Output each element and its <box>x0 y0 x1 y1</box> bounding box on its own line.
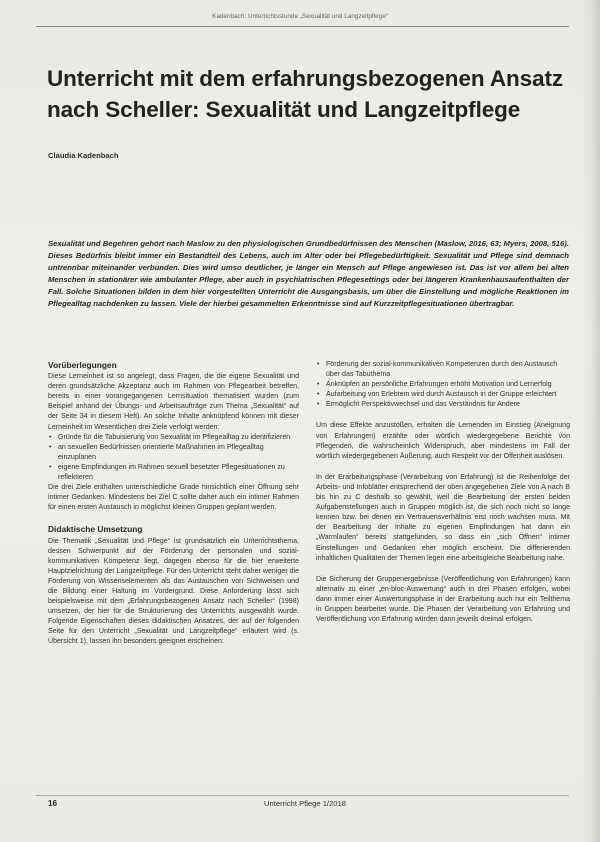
header-rule <box>36 26 569 27</box>
paragraph: Die Thematik „Sexualität und Pflege“ ist grundsätzlich ein Unterrichtsthema, dessen Schwerpunkt auf der Förderung der personalen und sozial-kommunikativen Kompetenz liegt, dagegen ebenso für die hier erweiterte Hauptzielrichtung der Langzeitpflege. Für den Unterricht steht daher weniger die Förderung von Wissenselementen als das Austauschen von Sichtweisen und die Bildung einer Haltung im Vordergrund. Diese Anforderung lässt sich beispielsweise mit dem „Erfahrungsbezogenen Ansatz nach Scheller“ (1998) umsetzen, der hier für die Strukturierung des Unterrichts ausgewählt wurde. Folgende Eigenschaften dieses didaktischen Ansatzes, der auf der folgenden Seite für den Unterricht „Sexualität und Langzeitpflege“ erläutert wird (s. Übersicht 1), lassen ihn besonders geeignet erscheinen: <box>48 537 299 646</box>
list-item: • eigene Empfindungen im Rahmen sexuell besetzter Pflegesituationen zu reflektieren <box>48 463 299 483</box>
paragraph: In der Erarbeitungsphase (Verarbeitung von Erfahrung) ist die Reihenfolge der Arbeits- und Infoblätter entsprechend der oben angegebenen Ziele von A nach B bis hin zu C deshalb so gewählt, weil die Bearbeitung der ersten beiden Aufgabenstellungen auch in Gruppen möglich ist, die sich noch nicht so lange kennen bzw. bei denen ein Vertrauensverhältnis erst noch wachsen muss. Mit der Bearbeitung der Inhalte zu eigenen Empfindungen hat dann ein „Warmlaufen“ bereits stattgefunden, so dass ein „sich Öffnen“ intimer Einstellungen und Gedanken eher möglich erscheint. Die differierenden inhaltlichen Qualitäten der Themen legen eine arbeitsgleiche Bearbeitung nahe. <box>316 473 570 562</box>
paragraph: Die drei Ziele enthalten unterschiedliche Grade hinsichtlich einer Öffnung sehr intimer Gedanken. Mindestens bei Ziel C sollte daher auch ein intimer Rahmen für einen ersten Austausch in möglichst kleinen Gruppen geplant werden. <box>48 484 299 512</box>
heading-didaktische-umsetzung: Didaktische Umsetzung <box>48 524 143 535</box>
list-item: • an sexuellen Bedürfnissen orientierte Maßnahmen im Pflegealltag einzuplanen <box>48 443 299 463</box>
list-item: • Ermöglicht Perspektivwechsel und das Verständnis für Andere <box>316 400 570 410</box>
paragraph: Um diese Effekte anzustoßen, erhalten die Lernenden im Einstieg (Aneignung von Erfahrungen) erzählte oder wörtlich wiedergegebene Berichte von Pflegenden, die wahrscheinlich Widerspruch, aber mindestens im Fall der wörtlich wiedergegebenen Äußerung, auch Respekt vor der Offenheit auslösen. <box>316 422 570 460</box>
page-edge-shadow <box>582 0 600 842</box>
author-name: Claudia Kadenbach <box>48 151 119 160</box>
list-item: • Förderung der sozial-kommunikativen Kompetenzen durch den Austausch über das Tabuthema <box>316 360 570 380</box>
paragraph: Die Sicherung der Gruppenergebnisse (Veröffentlichung von Erfahrungen) kann alternativ zu einer „en-bloc-Auswertung“ auch in drei Phasen erfolgen, wobei dann immer einer Auswertungsphase in der Erarbeitung auch nur ein Teilthema in Gruppen bearbeitet wurde. Die Phasen der Verarbeitung von Erfahrung und Veröffentlichung von Erfahrung würden dann jeweils dreimal erfolgen. <box>316 575 570 624</box>
lead-paragraph: Sexualität und Begehren gehört nach Maslow zu den physiologischen Grundbedürfnissen des Menschen (Maslow, 2016, 63; Myers, 2008, 516). Dieses Bedürfnis bleibt immer ein Bestandteil des Lebens, auch im Alter oder bei Pflegebedürftigkeit. Sexualität und Pflege sind demnach untrennbar miteinander verbunden. Dies wird umso deutlicher, je länger ein Mensch auf Pflege angewiesen ist. Das ist vor allem bei alten Menschen in stationärer wie ambulanter Pflege, aber auch in psychiatrischen Pflegesettings oder bei längeren Krankenhausaufenthalten der Fall. Solche Situationen bilden in dem hier vorgestellten Unterricht die Ausgangsbasis, um über die Einstellung und mögliche Reaktionen im Pflegealltag nachdenken zu lassen. Viele der hierbei gesammelten Erkenntnisse sind auf Kurzzeitpflegesituationen übertragbar. <box>48 239 569 309</box>
paragraph: Diese Lerneinheit ist so angelegt, dass Fragen, die die eigene Sexualität und deren grundsätzliche Akzeptanz auch im Rahmen von Pflegearbeit betreffen, bereits in einer vorangegangenen Lernsituation thematisiert wurden (zum Beispiel anhand der Übungs- und Arbeitsaufträge zum Thema „Sexualität“ auf der Seite 34 in diesem Heft). An solche Inhalte anknüpfend können mit dieser Lerneinheit im Wesentlichen drei Ziele verfolgt werden: <box>48 373 299 431</box>
list-item: • Aufarbeitung von Erlebtem wird durch Austausch in der Gruppe erleichtert <box>316 390 570 400</box>
page-number: 16 <box>48 799 58 808</box>
left-column <box>48 360 299 648</box>
running-head: Kadenbach: Unterrichtsstunde „Sexualität und Langzeitpflege“ <box>212 13 388 20</box>
journal-issue: Unterricht Pflege 1/2018 <box>264 799 346 808</box>
goal-list <box>48 433 299 483</box>
heading-vorueberlegungen: Vorüberlegungen <box>48 360 117 370</box>
list-item: • Anknüpfen an persönliche Erfahrungen erhöht Motivation und Lernerfolg <box>316 380 570 390</box>
properties-list <box>316 360 570 410</box>
list-item: • Gründe für die Tabuisierung von Sexualität im Pflegealltag zu identifizieren <box>48 433 299 443</box>
footer-rule <box>36 795 569 796</box>
article-title: Unterricht mit dem erfahrungsbezogenen Ansatz nach Scheller: Sexualität und Langzeitpflege <box>47 66 563 122</box>
right-column <box>316 360 570 625</box>
